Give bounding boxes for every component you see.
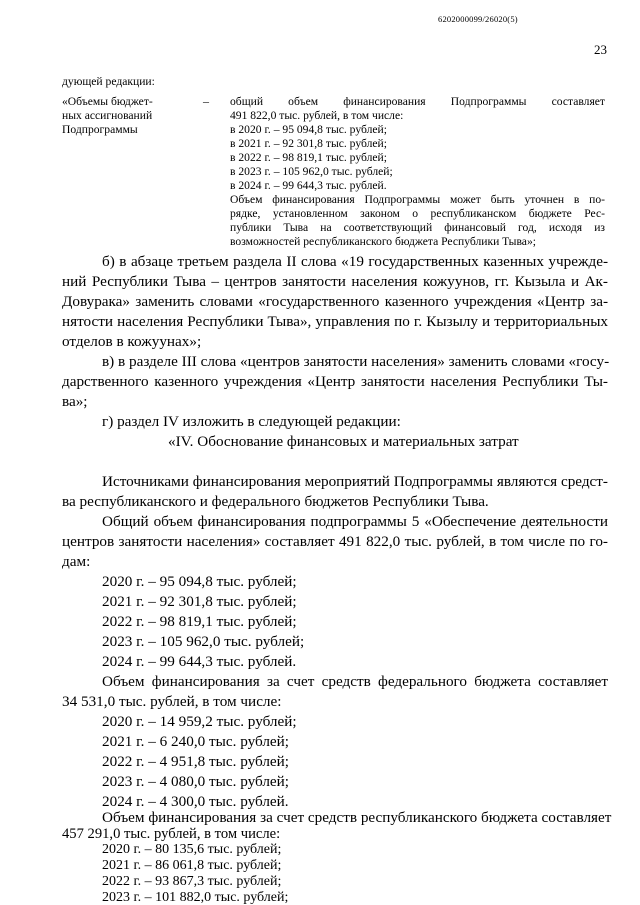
table-right-line: рядке, установленном законом о республиканском бюджете Рес- bbox=[230, 207, 605, 220]
body-line: 2020 г. – 14 959,2 тыс. рублей; bbox=[102, 713, 297, 730]
table-right-line: Объем финансирования Подпрограммы может быть уточнен в по- bbox=[230, 193, 605, 206]
body-line: 2021 г. – 6 240,0 тыс. рублей; bbox=[102, 733, 290, 750]
body-line: 2021 г. – 86 061,8 тыс. рублей; bbox=[102, 858, 282, 873]
table-left-line: ных ассигнований bbox=[62, 109, 153, 122]
body-line: Источниками финансирования мероприятий Подпрограммы являются средст- bbox=[102, 473, 608, 490]
document-number: 6202000099/26020(5) bbox=[438, 14, 518, 24]
table-left-line: Подпрограммы bbox=[62, 123, 138, 136]
table-right-line: в 2023 г. – 105 962,0 тыс. рублей; bbox=[230, 165, 393, 178]
body-line: 2020 г. – 80 135,6 тыс. рублей; bbox=[102, 842, 282, 857]
body-line: 2023 г. – 101 882,0 тыс. рублей; bbox=[102, 890, 289, 905]
body-line: дам: bbox=[62, 553, 91, 570]
table-right-line: в 2022 г. – 98 819,1 тыс. рублей; bbox=[230, 151, 387, 164]
body-line: 2021 г. – 92 301,8 тыс. рублей; bbox=[102, 593, 297, 610]
body-line: 2023 г. – 4 080,0 тыс. рублей; bbox=[102, 773, 290, 790]
section-heading: «IV. Обоснование финансовых и материальных затрат bbox=[168, 433, 519, 450]
body-line: 2023 г. – 105 962,0 тыс. рублей; bbox=[102, 633, 305, 650]
body-line: дарственного казенного учреждения «Центр занятости населения Республики Ты- bbox=[62, 373, 608, 390]
body-line: центров занятости населения» составляет 491 822,0 тыс. рублей, в том числе по го- bbox=[62, 533, 608, 550]
table-right-line: в 2024 г. – 99 644,3 тыс. рублей. bbox=[230, 179, 387, 192]
body-line: Довурака» заменить словами «государственного казенного учреждения «Центр за- bbox=[62, 293, 608, 310]
body-line: 34 531,0 тыс. рублей, в том числе: bbox=[62, 693, 282, 710]
body-line: отделов в кожуунах»; bbox=[62, 333, 202, 350]
body-line: б) в абзаце третьем раздела II слова «19 государственных казенных учрежде- bbox=[102, 253, 608, 270]
body-line: г) раздел IV изложить в следующей редакции: bbox=[102, 413, 401, 430]
body-line: ва»; bbox=[62, 393, 88, 410]
table-right-line: публики Тыва на соответствующий финансовый год, исходя из bbox=[230, 221, 605, 234]
body-line: 2024 г. – 99 644,3 тыс. рублей. bbox=[102, 653, 297, 670]
body-line: 2022 г. – 93 867,3 тыс. рублей; bbox=[102, 874, 282, 889]
body-line: Объем финансирования за счет средств федерального бюджета составляет bbox=[102, 673, 608, 690]
body-line: 2022 г. – 4 951,8 тыс. рублей; bbox=[102, 753, 290, 770]
table-right-line: возможностей республиканского бюджета Республики Тыва»; bbox=[230, 235, 536, 248]
body-line: 2020 г. – 95 094,8 тыс. рублей; bbox=[102, 573, 297, 590]
body-line: 2022 г. – 98 819,1 тыс. рублей; bbox=[102, 613, 297, 630]
table-left-line: «Объемы бюджет- bbox=[62, 95, 153, 108]
table-right-line: общий объем финансирования Подпрограммы составляет bbox=[230, 95, 605, 108]
body-line: Общий объем финансирования подпрограммы 5 «Обеспечение деятельности bbox=[102, 513, 608, 530]
table-right-line: 491 822,0 тыс. рублей, в том числе: bbox=[230, 109, 404, 122]
table-dash: – bbox=[203, 94, 209, 108]
body-line: 2024 г. – 4 300,0 тыс. рублей. bbox=[102, 793, 289, 810]
body-line: ний Республики Тыва – центров занятости населения кожуунов, гг. Кызыла и Ак- bbox=[62, 273, 608, 290]
body-line: нятости населения Республики Тыва», управления по г. Кызылу и территориальных bbox=[62, 313, 608, 330]
body-line: Объем финансирования за счет средств республиканского бюджета составляет bbox=[102, 809, 612, 826]
body-line: ва республиканского и федерального бюджетов Республики Тыва. bbox=[62, 493, 489, 510]
body-line: 457 291,0 тыс. рублей, в том числе: bbox=[62, 826, 281, 842]
page-number: 23 bbox=[594, 42, 607, 57]
table-right-line: в 2021 г. – 92 301,8 тыс. рублей; bbox=[230, 137, 387, 150]
table-intro-text: дующей редакции: bbox=[62, 75, 155, 88]
table-right-line: в 2020 г. – 95 094,8 тыс. рублей; bbox=[230, 123, 387, 136]
body-line: в) в разделе III слова «центров занятости населения» заменить словами «госу- bbox=[102, 353, 610, 370]
